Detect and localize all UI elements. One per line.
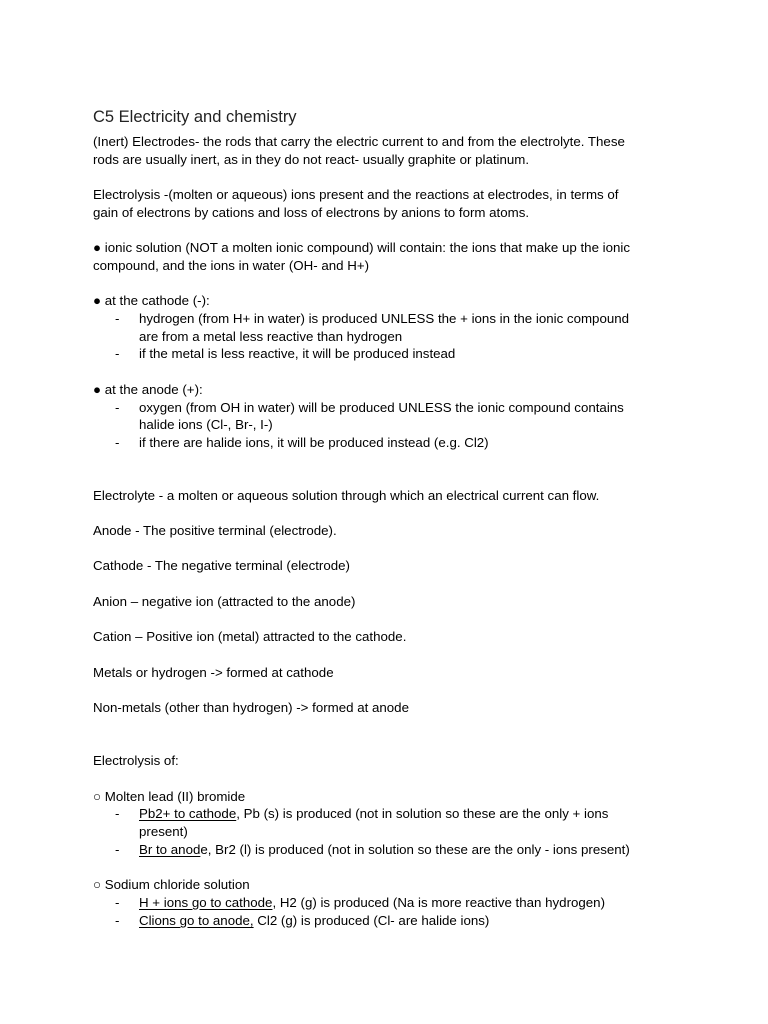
underlined-text: H + ions go to cathode <box>139 895 273 910</box>
filled-bullet-icon: ● <box>93 382 102 397</box>
lead-bromide-item-1 <box>139 805 608 823</box>
filled-bullet-icon: ● <box>93 240 102 255</box>
definition-metals: Metals or hydrogen -> formed at cathode <box>93 665 334 680</box>
anode-item-2: if there are halide ions, it will be produced instead (e.g. Cl2) <box>139 435 489 450</box>
sodium-chloride-item-2 <box>139 912 489 930</box>
sodium-chloride-heading-text: Sodium chloride solution <box>104 877 250 892</box>
lead-bromide-heading-text: Molten lead (II) bromide <box>104 789 246 804</box>
definition-non-metals: Non-metals (other than hydrogen) -> formed at anode <box>93 700 409 715</box>
cathode-item-1-line-1: hydrogen (from H+ in water) is produced UNLESS the + ions in the ionic compound <box>139 311 630 326</box>
item-text: e, Br2 (l) is produced (not in solution so these are the only - ions present) <box>200 842 630 857</box>
sodium-chloride-heading <box>93 876 250 894</box>
lead-bromide-heading <box>93 788 245 806</box>
item-text: , Pb (s) is produced (not in solution so these are the only + ions <box>236 806 609 821</box>
underlined-text: Clions go to anode, <box>139 913 254 928</box>
cathode-heading <box>93 292 210 310</box>
open-bullet-icon: ○ <box>93 789 102 804</box>
dash-icon: - <box>115 895 120 910</box>
ionic-solution-line-1 <box>93 239 630 257</box>
filled-bullet-icon: ● <box>93 293 102 308</box>
definition-electrolyte: Electrolyte - a molten or aqueous solution through which an electrical current can flow. <box>93 488 600 503</box>
cathode-item-1-line-2: are from a metal less reactive than hydrogen <box>139 329 403 344</box>
cathode-item-2: if the metal is less reactive, it will be produced instead <box>139 346 456 361</box>
anode-heading-text: at the anode (+): <box>104 382 203 397</box>
definition-cathode: Cathode - The negative terminal (electrode) <box>93 558 350 573</box>
electrodes-line-1: (Inert) Electrodes- the rods that carry the electric current to and from the electrolyte. These <box>93 134 625 149</box>
anode-item-1-line-1: oxygen (from OH in water) will be produced UNLESS the ionic compound contains <box>139 400 624 415</box>
sodium-chloride-item-1 <box>139 894 605 912</box>
underlined-text: Br to anod <box>139 842 201 857</box>
electrolysis-of-heading: Electrolysis of: <box>93 753 179 768</box>
underlined-text: Pb2+ to cathode <box>139 806 237 821</box>
definition-anode: Anode - The positive terminal (electrode). <box>93 523 337 538</box>
ionic-solution-text: ionic solution (NOT a molten ionic compound) will contain: the ions that make up the ionic <box>104 240 631 255</box>
dash-icon: - <box>115 400 120 415</box>
dash-icon: - <box>115 913 120 928</box>
definition-anion: Anion – negative ion (attracted to the anode) <box>93 594 356 609</box>
electrolysis-line-1: Electrolysis -(molten or aqueous) ions present and the reactions at electrodes, in terms of <box>93 187 619 202</box>
cathode-heading-text: at the cathode (-): <box>104 293 210 308</box>
open-bullet-icon: ○ <box>93 877 102 892</box>
electrodes-line-2: rods are usually inert, as in they do not react- usually graphite or platinum. <box>93 152 530 167</box>
lead-bromide-item-2 <box>139 841 630 859</box>
electrolysis-line-2: gain of electrons by cations and loss of electrons by anions to form atoms. <box>93 205 530 220</box>
anode-item-1-line-2: halide ions (Cl-, Br-, I-) <box>139 417 273 432</box>
dash-icon: - <box>115 842 120 857</box>
page-title: C5 Electricity and chemistry <box>93 108 297 126</box>
dash-icon: - <box>115 346 120 361</box>
anode-heading <box>93 381 203 399</box>
dash-icon: - <box>115 311 120 326</box>
item-text: , H2 (g) is produced (Na is more reactive than hydrogen) <box>272 895 606 910</box>
dash-icon: - <box>115 435 120 450</box>
item-text: Cl2 (g) is produced (Cl- are halide ions) <box>253 913 490 928</box>
dash-icon: - <box>115 806 120 821</box>
definition-cation: Cation – Positive ion (metal) attracted to the cathode. <box>93 629 407 644</box>
ionic-solution-line-2: compound, and the ions in water (OH- and H+) <box>93 258 370 273</box>
lead-bromide-item-1-line-2: present) <box>139 824 188 839</box>
